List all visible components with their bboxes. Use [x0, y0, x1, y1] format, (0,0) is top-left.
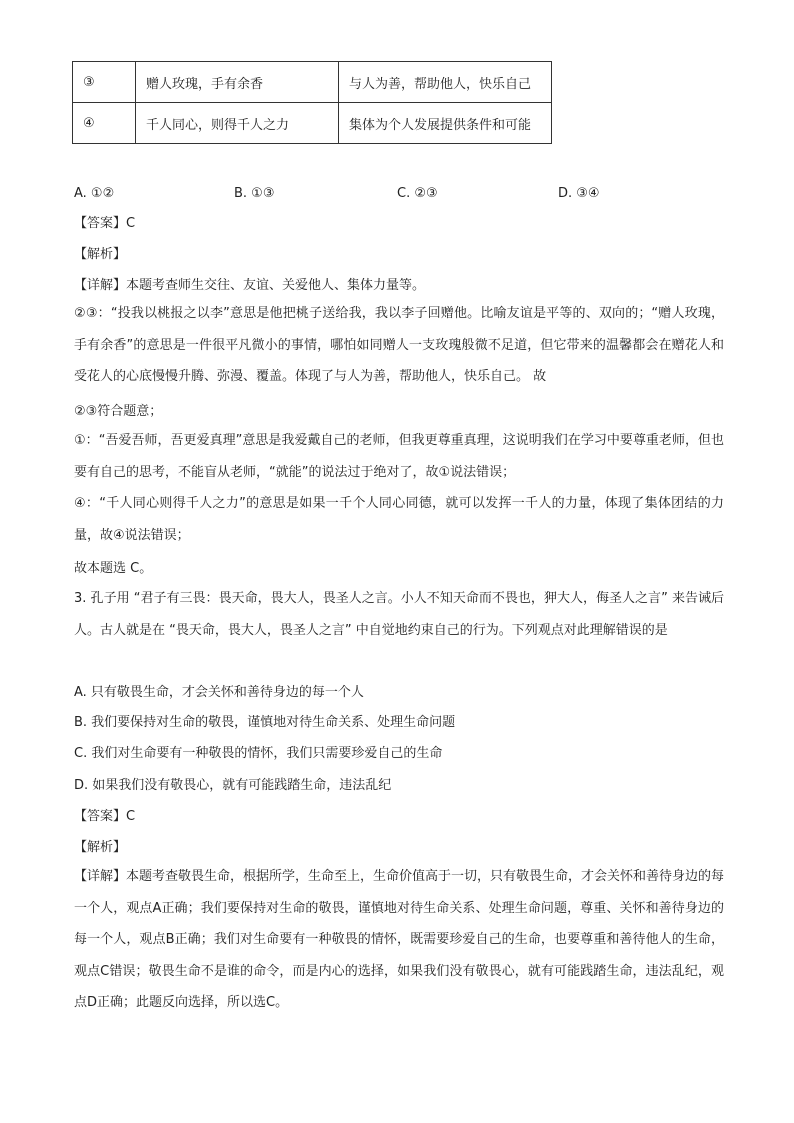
q2-paragraph-23-end: ②③符合题意； [74, 404, 163, 419]
q3-detail: 【详解】本题考查敬畏生命，根据所学，生命至上，生命价值高于一切，只有敬畏生命，才会关怀和善待身边的每一个人，观点A正确；我们要保持对生命的敬畏，谨慎地对待生命关系、处理生命问题，尊重、关怀和善待身边的每一个人，观点B正确；我们对生命要有一种敬畏的情怀，既需要珍爱自己的生命，也要尊重和善待他人的生命，观点C错误；敬畏生命不是谁的命令，而是内心的选择，如果我们没有敬畏心，就有可能践踏生命，违法乱纪，观点D正确；此题反向选择，所以选C。 [74, 869, 725, 1010]
q2-paragraph-4: ④：“千人同心则得千人之力”的意思是如果一千个人同心同德，就可以发挥一千人的力量，体现了集体团结的力量，故④说法错误； [74, 496, 724, 543]
q3-option-a: A. 只有敬畏生命，才会关怀和善待身边的每一个人 [74, 685, 364, 700]
q2-paragraph-23: ②③：“投我以桃报之以李”意思是他把桃子送给我，我以李子回赠他。比喻友谊是平等的、双向的；“赠人玫瑰，手有余香”的意思是一件很平凡微小的事情，哪怕如同赠人一支玫瑰般微不足道，但它带来的温馨都会在赠花人和受花人的心底慢慢升腾、弥漫、覆盖。体现了与人为善，帮助他人，快乐自己。 故 [74, 306, 724, 384]
q2-paragraph-1: ①：“吾爱吾师，吾更爱真理”意思是我爱戴自己的老师，但我更尊重真理，这说明我们在学习中要尊重老师，但也要有自己的思考，不能盲从老师，“就能”的说法过于绝对了，故①说法错误； [74, 433, 724, 480]
table-row [73, 103, 552, 144]
table-cell-meaning: 集体为个人发展提供条件和可能 [339, 103, 552, 144]
q2-option-b: B. ①③ [234, 186, 275, 201]
table-cell-number: ③ [73, 62, 136, 103]
table-cell-number: ④ [73, 103, 136, 144]
table-cell-quote: 赠人玫瑰，手有余香 [136, 62, 339, 103]
q2-analysis-label: 【解析】 [74, 247, 127, 262]
q2-answer: 【答案】C [74, 216, 136, 231]
q3-option-d: D. 如果我们没有敬畏心，就有可能践踏生命，违法乱纪 [74, 778, 392, 793]
q3-option-b: B. 我们要保持对生命的敬畏，谨慎地对待生命关系、处理生命问题 [74, 715, 456, 730]
q3-answer: 【答案】C [74, 809, 136, 824]
q3-analysis-label: 【解析】 [74, 840, 127, 855]
q2-option-a: A. ①② [74, 186, 115, 201]
table-cell-quote: 千人同心，则得千人之力 [136, 103, 339, 144]
q3-option-c: C. 我们对生命要有一种敬畏的情怀，我们只需要珍爱自己的生命 [74, 746, 443, 761]
q2-option-d: D. ③④ [558, 186, 600, 201]
q2-options [74, 183, 714, 205]
quote-meaning-table [72, 61, 552, 144]
q2-conclusion: 故本题选 C。 [74, 561, 153, 576]
q3-stem: 3. 孔子用 “君子有三畏：畏天命，畏大人，畏圣人之言。小人不知天命而不畏也，狎大人，侮圣人之言” 来告诫后人。古人就是在 “畏天命，畏大人，畏圣人之言” 中自觉地约束自己的行为。下列观点对此理解错误的是 [74, 591, 724, 638]
q2-detail: 【详解】本题考查师生交往、友谊、关爱他人、集体力量等。 [74, 278, 426, 293]
table-cell-meaning: 与人为善，帮助他人，快乐自己 [339, 62, 552, 103]
table-row [73, 62, 552, 103]
q2-option-c: C. ②③ [397, 186, 438, 201]
